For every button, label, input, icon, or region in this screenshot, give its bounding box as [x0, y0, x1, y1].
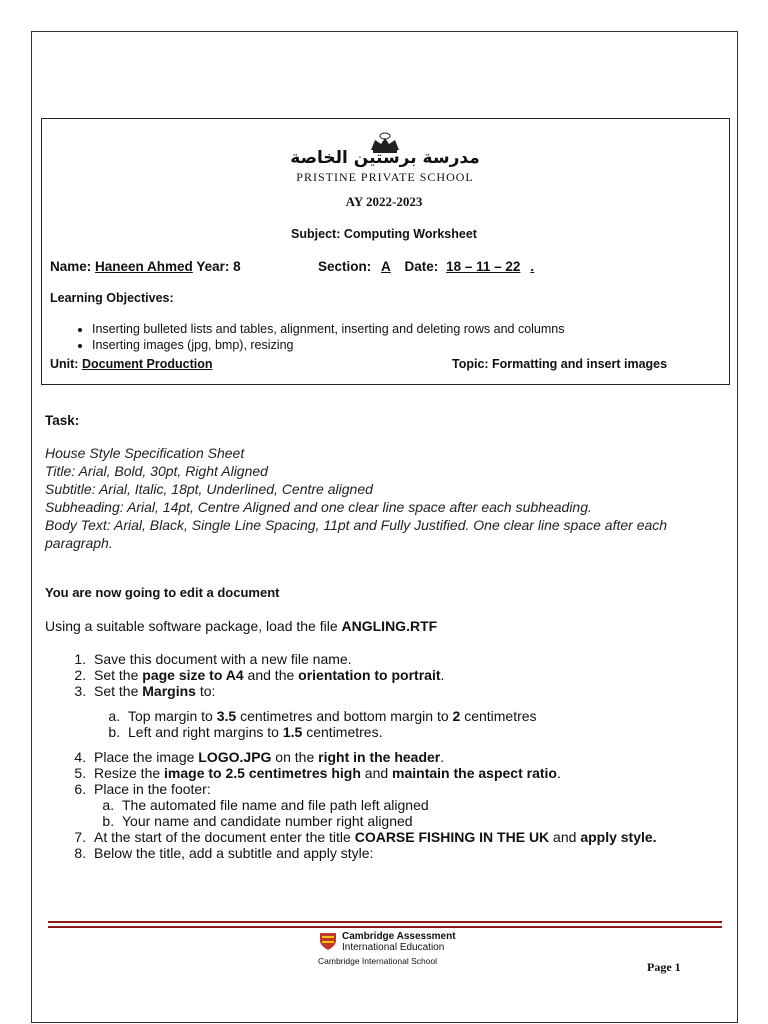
- school-logo: [280, 130, 490, 188]
- substep-6a: a. The automated file name and file path left aligned: [118, 797, 726, 813]
- spec-line: Subtitle: Arial, Italic, 18pt, Underlined, Centre aligned: [45, 481, 373, 497]
- date-value: 18 – 11 – 22: [446, 259, 521, 274]
- footer-rule: [48, 926, 722, 928]
- cambridge-line-2: International Education: [342, 942, 445, 953]
- spec-line: Body Text: Arial, Black, Single Line Spacing, 11pt and Fully Justified. One clear line space after each paragraph.: [45, 517, 668, 551]
- step-6: 6. Place in the footer: a. The automated file name and file path left aligned b. Your name and candidate number right aligned: [90, 781, 726, 829]
- step-3: 3. Set the Margins to: a. Top margin to 3.5 centimetres and bottom margin to 2 centimetres b. Left and right margins to 1.5 centimetres.: [90, 683, 726, 740]
- step-8: 8. Below the title, add a subtitle and apply style:: [90, 845, 726, 861]
- edit-heading: You are now going to edit a document: [45, 585, 280, 600]
- page-number: Page 1: [647, 960, 681, 974]
- objectives-heading: Learning Objectives:: [50, 291, 174, 305]
- house-style-spec: [45, 444, 725, 552]
- spec-line: Title: Arial, Bold, 30pt, Right Aligned: [45, 463, 268, 479]
- date-label: Date:: [404, 259, 439, 274]
- school-name-english: PRISTINE PRIVATE SCHOOL: [296, 170, 474, 184]
- cambridge-logo: [318, 931, 456, 967]
- cambridge-shield-icon: [318, 931, 338, 951]
- date-suffix: .: [530, 259, 535, 274]
- task-heading: Task:: [45, 413, 80, 428]
- intro-file: ANGLING.RTF: [341, 618, 438, 634]
- section-label: Section:: [318, 259, 372, 274]
- school-name-arabic: مدرسة برستين الخاصة: [290, 148, 480, 168]
- objective-item: • Inserting images (jpg, bmp), resizing: [92, 337, 565, 353]
- steps-list: [46, 651, 726, 861]
- spec-line: Subheading: Arial, 14pt, Centre Aligned and one clear line space after each subheading.: [45, 499, 592, 515]
- intro-line: [45, 618, 437, 634]
- cambridge-line-1: Cambridge Assessment: [342, 931, 456, 942]
- section-date-row: [318, 259, 534, 274]
- subject-line: Subject: Computing Worksheet: [291, 227, 477, 241]
- step-1: 1. Save this document with a new file name.: [90, 651, 726, 667]
- objective-item: • Inserting bulleted lists and tables, alignment, inserting and deleting rows and columns: [92, 321, 565, 337]
- step-5: 5. Resize the image to 2.5 centimetres high and maintain the aspect ratio.: [90, 765, 726, 781]
- name-label: Name:: [50, 259, 92, 274]
- student-info-row: [50, 259, 241, 274]
- footer-rule: [48, 921, 722, 923]
- step-4: 4. Place the image LOGO.JPG on the right in the header.: [90, 749, 726, 765]
- unit-label: Unit:: [50, 357, 79, 371]
- spec-line: House Style Specification Sheet: [45, 445, 245, 461]
- intro-text: Using a suitable software package, load the file: [45, 618, 342, 634]
- topic-line: Topic: Formatting and insert images: [452, 357, 668, 371]
- substep-3a: a. Top margin to 3.5 centimetres and bottom margin to 2 centimetres: [124, 708, 726, 724]
- name-value: Haneen Ahmed: [95, 259, 193, 274]
- footer-sublist: [94, 797, 726, 829]
- substep-3b: b. Left and right margins to 1.5 centimetres.: [124, 724, 726, 740]
- unit-line: [50, 357, 213, 371]
- step-7: 7. At the start of the document enter the title COARSE FISHING IN THE UK and apply style.: [90, 829, 726, 845]
- instructions: [46, 651, 726, 861]
- year-label: Year: 8: [196, 259, 241, 274]
- section-value: A: [381, 259, 391, 274]
- objectives-list: [64, 321, 565, 353]
- substep-6b: b. Your name and candidate number right aligned: [118, 813, 726, 829]
- margins-sublist: [94, 708, 726, 740]
- academic-year: AY 2022-2023: [345, 194, 423, 209]
- step-2: 2. Set the page size to A4 and the orientation to portrait.: [90, 667, 726, 683]
- cambridge-school: Cambridge International School: [318, 956, 438, 966]
- unit-value: Document Production: [81, 357, 213, 371]
